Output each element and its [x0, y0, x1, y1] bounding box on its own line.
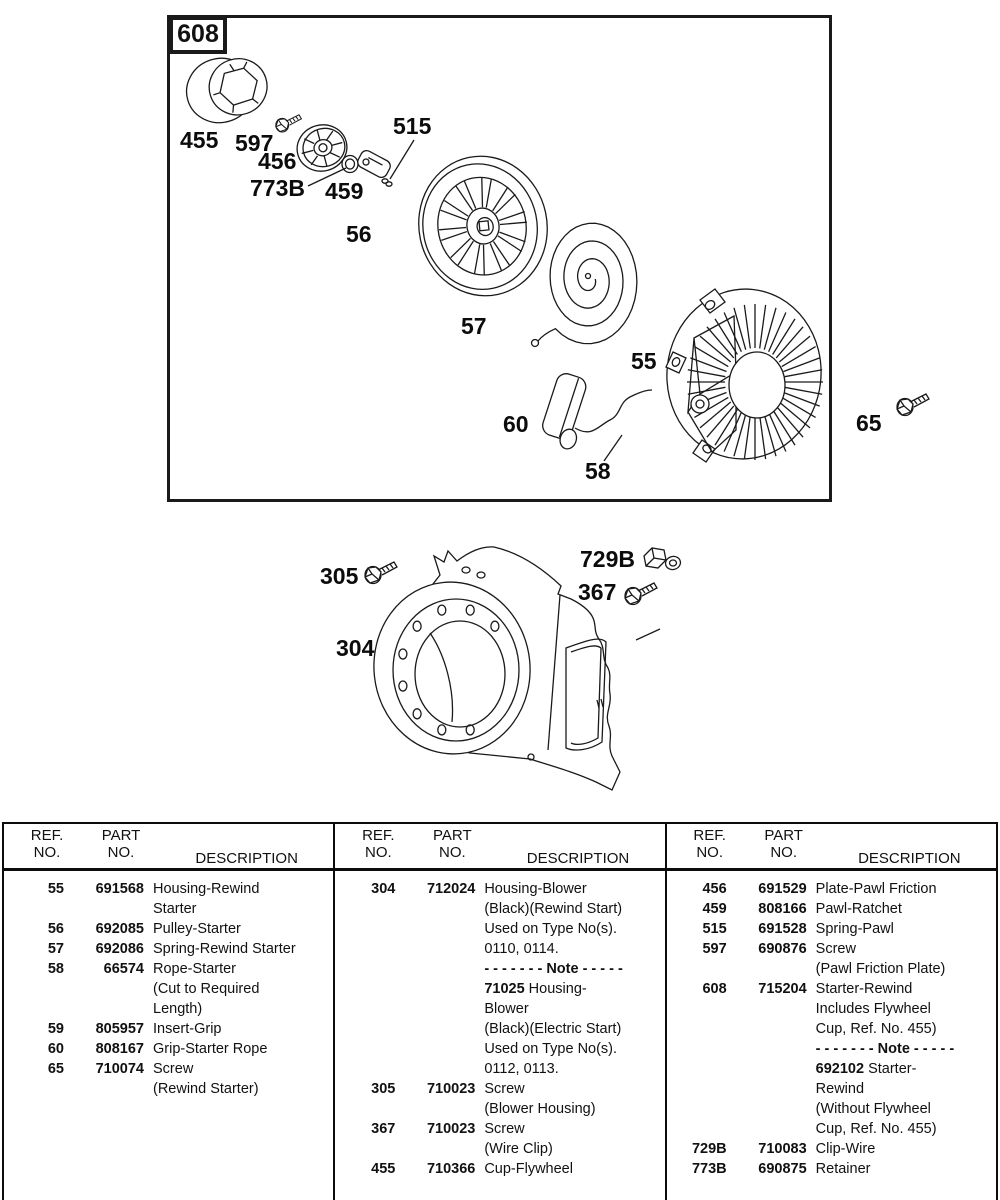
flywheel-cup-drawing	[178, 46, 275, 132]
table-line: 608 715204 Starter-Rewind	[702, 981, 913, 997]
callout-58: 58	[585, 458, 611, 484]
callout-65: 65	[856, 410, 882, 436]
table-line: 0112, 0113.	[484, 1061, 559, 1077]
table-line: Cup, Ref. No. 455)	[815, 1021, 937, 1037]
table-line: 56 692085 Pulley-Starter	[47, 921, 241, 937]
table-line: 59 805957 Insert-Grip	[47, 1021, 222, 1037]
table-line: 65 710074 Screw	[47, 1061, 194, 1077]
callout-455: 455	[180, 127, 219, 153]
table-line: 305 710023 Screw	[371, 1081, 525, 1097]
header-part: PART	[764, 827, 803, 844]
header-ref: REF.	[693, 827, 726, 844]
table-line: 692102 Starter-	[815, 1061, 917, 1077]
callout-55: 55	[631, 348, 657, 374]
table-header	[667, 824, 996, 871]
table-line: (Wire Clip)	[484, 1141, 553, 1157]
table-line: 55 691568 Housing-Rewind	[47, 881, 260, 897]
table-line: Includes Flywheel	[815, 1001, 931, 1017]
table-line: Cup, Ref. No. 455)	[815, 1121, 937, 1137]
table-line: (Blower Housing)	[484, 1101, 596, 1117]
header-part: PART	[433, 827, 472, 844]
table-line: - - - - - - - Note - - - - -	[815, 1041, 955, 1057]
table-line: 58 66574 Rope-Starter	[47, 961, 237, 977]
table-line: 60 808167 Grip-Starter Rope	[47, 1041, 268, 1057]
rewind-spring-drawing	[532, 223, 637, 346]
parts-list	[4, 871, 333, 1099]
header-description: DESCRIPTION	[526, 850, 630, 867]
spring-pawl-drawing	[382, 179, 392, 186]
callout-304: 304	[336, 635, 375, 661]
callout-56: 56	[346, 221, 372, 247]
retainer-drawing	[342, 156, 358, 173]
table-line: 304 712024 Housing-Blower	[371, 881, 587, 897]
parts-table-column-3	[665, 824, 996, 1200]
table-line: 71025 Housing-	[484, 981, 587, 997]
starter-rope-drawing	[575, 390, 652, 432]
parts-list	[335, 871, 664, 1179]
parts-table-column-2	[333, 824, 664, 1200]
table-line: 0110, 0114.	[484, 941, 559, 957]
table-line: (Pawl Friction Plate)	[815, 961, 946, 977]
wire-clip-drawing	[644, 548, 682, 571]
table-line: 729B 710083 Clip-Wire	[691, 1141, 876, 1157]
header-ref-no: NO.	[364, 844, 392, 861]
rope-grip-drawing	[538, 371, 595, 451]
pawl-ratchet-drawing	[356, 149, 393, 180]
callout-459: 459	[325, 178, 364, 204]
table-line: 456 691529 Plate-Pawl Friction	[702, 881, 937, 897]
callout-456: 456	[258, 148, 297, 174]
header-ref: REF.	[30, 827, 64, 844]
table-line: Used on Type No(s).	[484, 1041, 618, 1057]
table-line: 515 691528 Spring-Pawl	[702, 921, 894, 937]
table-line: 597 690876 Screw	[702, 941, 856, 957]
table-line: Starter	[153, 901, 197, 917]
table-line: (Without Flywheel	[815, 1101, 931, 1117]
parts-table-column-1	[4, 824, 333, 1200]
header-ref: REF.	[362, 827, 395, 844]
callout-367: 367	[578, 579, 617, 605]
header-part-no: NO.	[107, 844, 135, 861]
table-line: Blower	[484, 1001, 529, 1017]
table-line: Used on Type No(s).	[484, 921, 618, 937]
callout-57: 57	[461, 313, 487, 339]
table-line: (Black)(Electric Start)	[484, 1021, 622, 1037]
table-line: 459 808166 Pawl-Ratchet	[702, 901, 902, 917]
parts-list	[667, 871, 996, 1179]
header-ref-no: NO.	[696, 844, 723, 861]
callout-515: 515	[393, 113, 432, 139]
table-line: 57 692086 Spring-Rewind Starter	[47, 941, 296, 957]
table-line: (Black)(Rewind Start)	[484, 901, 623, 917]
header-part: PART	[101, 827, 141, 844]
parts-table	[2, 822, 998, 1200]
table-line: 455 710366 Cup-Flywheel	[371, 1161, 573, 1177]
header-ref-no: NO.	[33, 844, 61, 861]
header-part-no: NO.	[770, 844, 797, 861]
table-line: 773B 690875 Retainer	[691, 1161, 871, 1177]
callout-729B: 729B	[580, 546, 635, 572]
table-line: - - - - - - - Note - - - - -	[484, 961, 623, 977]
table-line: (Rewind Starter)	[153, 1081, 259, 1097]
pulley-starter-drawing	[406, 144, 560, 308]
header-description: DESCRIPTION	[858, 850, 961, 867]
table-header	[335, 824, 664, 871]
table-header	[4, 824, 333, 871]
callout-60: 60	[503, 411, 529, 437]
header-description: DESCRIPTION	[195, 850, 298, 867]
callout-773B: 773B	[250, 175, 305, 201]
callout-305: 305	[320, 563, 359, 589]
table-line: (Cut to Required	[153, 981, 260, 997]
table-line: 367 710023 Screw	[371, 1121, 525, 1137]
table-line: Rewind	[815, 1081, 865, 1097]
ref-608-label: 608	[177, 20, 219, 48]
leader-515	[390, 140, 414, 179]
header-part-no: NO.	[438, 844, 466, 861]
starter-housing-drawing	[659, 281, 830, 466]
callout-597: 597	[235, 130, 274, 156]
table-line: Length)	[153, 1001, 203, 1017]
